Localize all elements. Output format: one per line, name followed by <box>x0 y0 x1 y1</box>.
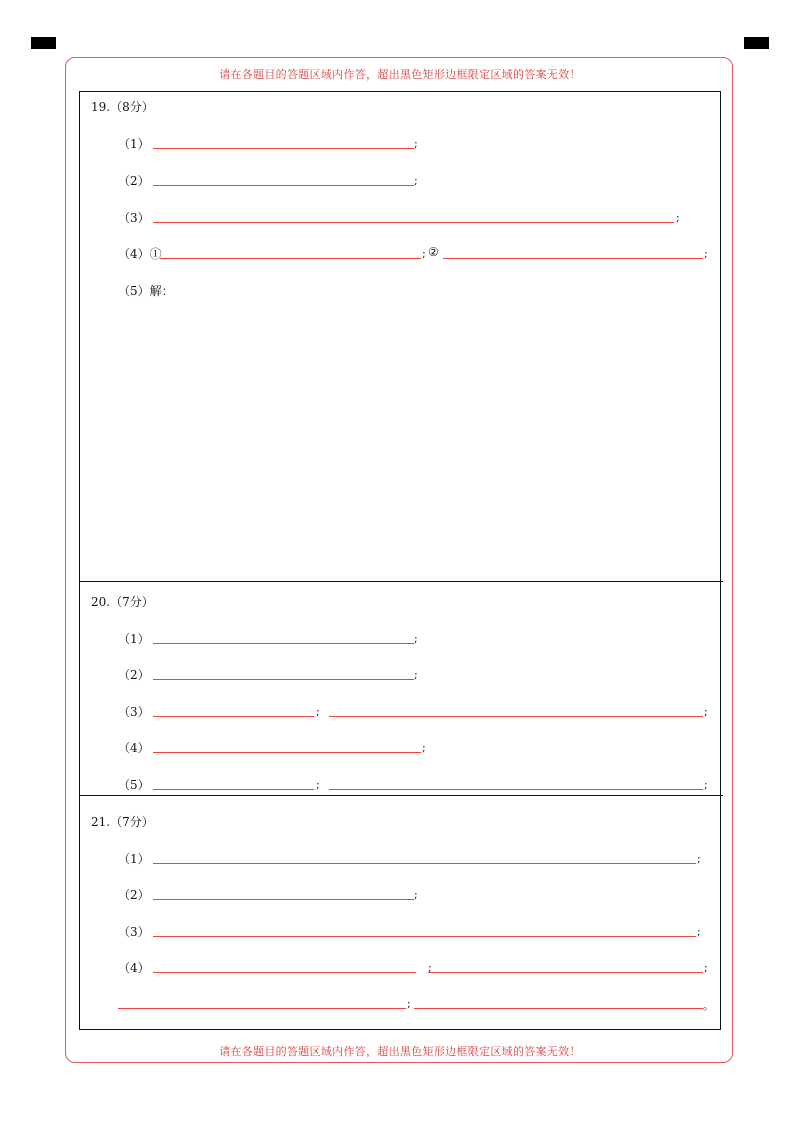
q19-part4-second-label: ② <box>428 245 439 259</box>
q21-part2-answer-line[interactable] <box>153 899 414 900</box>
q19-part1-label: （1） <box>118 137 150 151</box>
warning-top: 请在各题目的答题区域内作答，超出黑色矩形边框限定区域的答案无效！ <box>219 68 581 81</box>
q21-part4-answer-line-4[interactable] <box>414 1008 703 1009</box>
q20-part4-semicolon: ; <box>422 741 426 754</box>
q20-part3-semicolon-1: ; <box>316 705 320 718</box>
q20-part5-answer-line-2[interactable] <box>329 789 703 790</box>
q19-part3-answer-line[interactable] <box>153 222 674 223</box>
q21-part4-answer-line-2[interactable] <box>428 972 703 973</box>
q19-part2-semicolon: ; <box>414 174 418 187</box>
q21-part3-semicolon: ; <box>697 925 701 938</box>
q21-part4-semicolon-2: ; <box>704 961 708 974</box>
q20-part1-semicolon: ; <box>414 632 418 645</box>
q20-part1-answer-line[interactable] <box>153 643 414 644</box>
q21-part4-semicolon-1: ; <box>428 961 432 974</box>
q21-part3-label: （3） <box>118 925 150 939</box>
q19-part4-semicolon-2: ; <box>704 247 708 260</box>
q21-part1-semicolon: ; <box>697 852 701 865</box>
q21-part4-semicolon-3: ; <box>407 997 411 1010</box>
q20-part2-answer-line[interactable] <box>153 679 414 680</box>
q21-title: 21.（7分） <box>91 815 154 829</box>
alignment-marker-left <box>31 37 56 49</box>
q20-title: 20.（7分） <box>91 595 154 609</box>
q20-part3-answer-line-2[interactable] <box>329 716 703 717</box>
alignment-marker-right <box>744 37 769 49</box>
q21-part2-semicolon: ; <box>414 888 418 901</box>
q20-part3-answer-line-1[interactable] <box>153 716 314 717</box>
q19-part1-answer-line[interactable] <box>153 148 414 149</box>
q19-part3-semicolon: ; <box>676 211 680 224</box>
q19-part1-semicolon: ; <box>414 137 418 150</box>
q20-part3-label: （3） <box>118 705 150 719</box>
q21-part1-answer-line[interactable] <box>153 863 696 864</box>
warning-bottom: 请在各题目的答题区域内作答，超出黑色矩形边框限定区域的答案无效！ <box>219 1045 581 1058</box>
q20-part5-semicolon-2: ; <box>704 778 708 791</box>
q20-part4-label: （4） <box>118 741 150 755</box>
q19-part3-label: （3） <box>118 211 150 225</box>
q20-part3-semicolon-2: ; <box>704 705 708 718</box>
q19-part5-answer-area[interactable] <box>118 302 708 572</box>
q20-part4-answer-line[interactable] <box>153 752 421 753</box>
q19-part4-answer-line-1[interactable] <box>160 258 421 259</box>
q21-part3-answer-line[interactable] <box>153 936 696 937</box>
q19-part5-label: （5）解： <box>118 284 174 298</box>
q19-part4-semicolon-1: ; <box>422 247 426 260</box>
q20-part2-label: （2） <box>118 668 150 682</box>
q19-part2-answer-line[interactable] <box>153 185 414 186</box>
q21-part2-label: （2） <box>118 888 150 902</box>
q21-part1-label: （1） <box>118 852 150 866</box>
q20-part2-semicolon: ; <box>414 668 418 681</box>
q21-part4-answer-line-3[interactable] <box>118 1008 406 1009</box>
q21-part4-period: 。 <box>703 999 714 1012</box>
q20-part5-answer-line-1[interactable] <box>153 789 314 790</box>
q20-part5-semicolon-1: ; <box>316 778 320 791</box>
divider-q20-q21 <box>79 795 723 796</box>
q20-part5-label: （5） <box>118 778 150 792</box>
q19-part4-answer-line-2[interactable] <box>443 258 703 259</box>
q21-part4-answer-line-1[interactable] <box>153 972 416 973</box>
q20-part1-label: （1） <box>118 632 150 646</box>
q19-part4-label: （4）① <box>118 247 162 261</box>
q19-title: 19.（8分） <box>91 100 154 114</box>
q21-part4-label: （4） <box>118 961 150 975</box>
divider-q19-q20 <box>79 581 723 582</box>
q19-part2-label: （2） <box>118 174 150 188</box>
